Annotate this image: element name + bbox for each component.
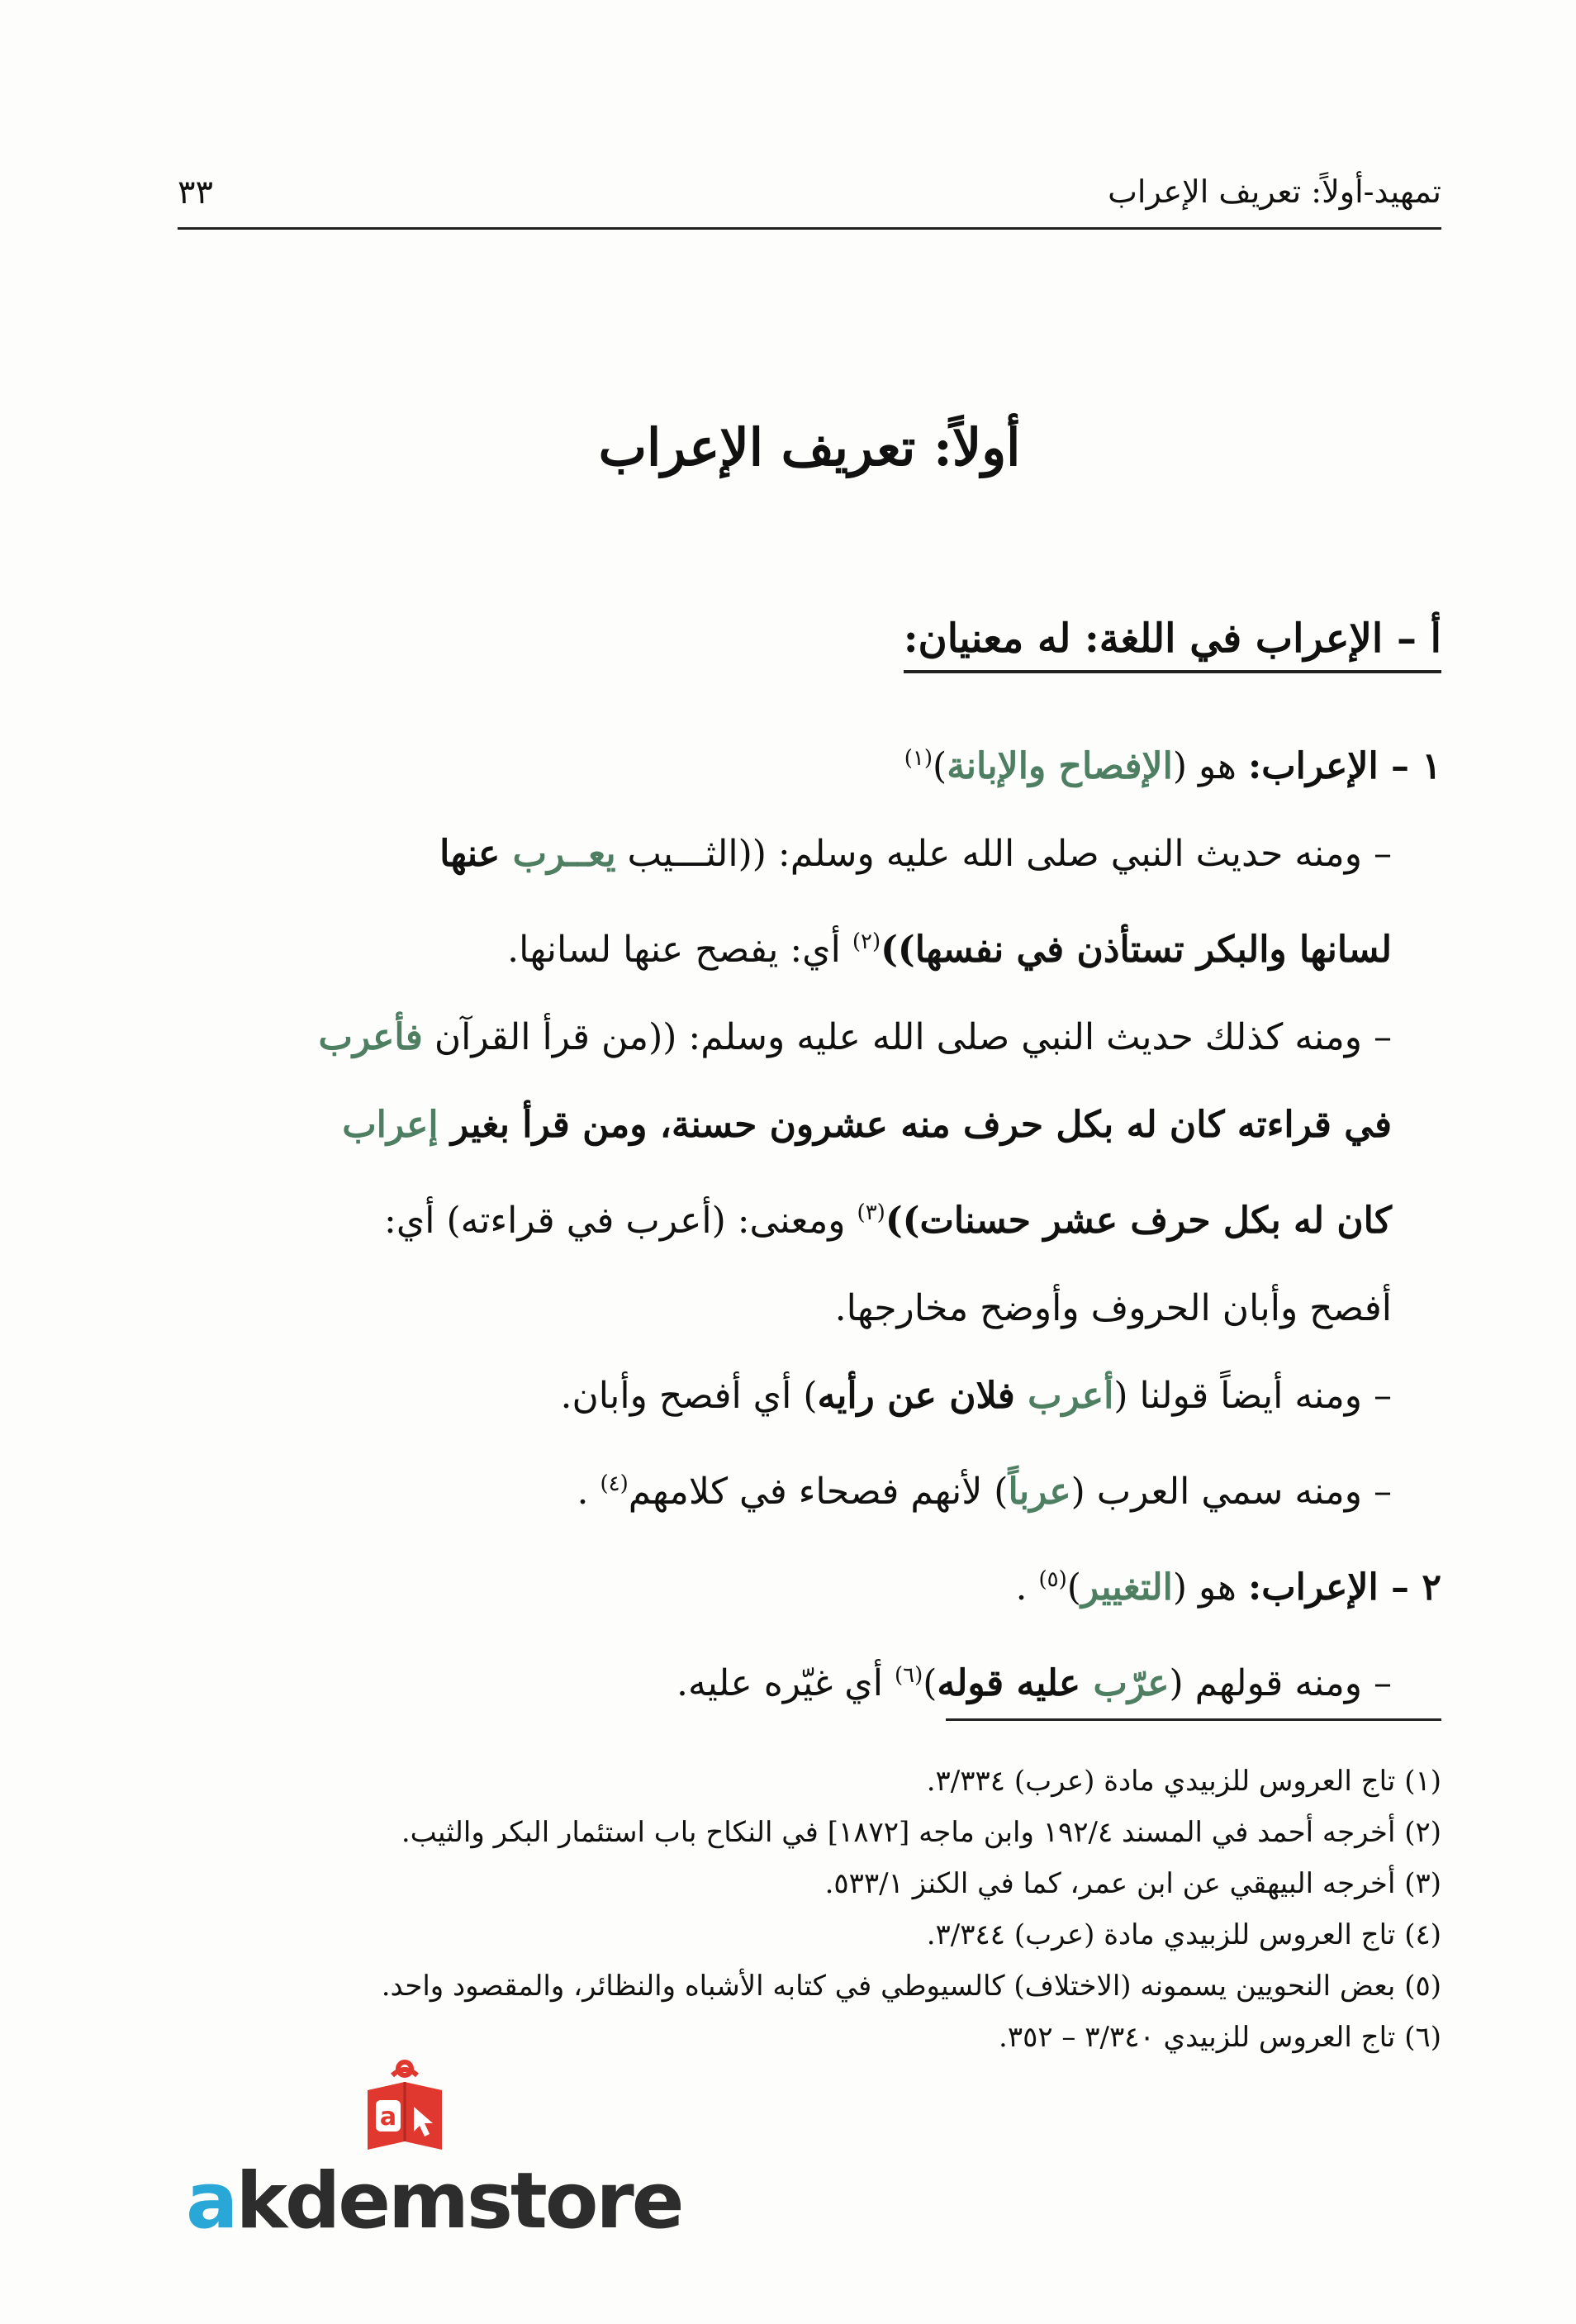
main-text: [178, 615, 1441, 1728]
hadith-2-bold-end: كان له بكل حرف عشر حسنات)): [885, 1200, 1392, 1242]
footnotes: [178, 1756, 1441, 2063]
hadith-2-line-2: [178, 1081, 1441, 1169]
example-1: [178, 1352, 1441, 1440]
footnote-ref: (٥): [1038, 1567, 1067, 1592]
store-watermark: [186, 2057, 682, 2247]
example-3-start: – ومنه قولهم (: [1169, 1662, 1392, 1704]
hadith-1-accent: يعــرب: [512, 833, 616, 875]
hadith-1-tail: أي: يفصح عنها لسانها.: [507, 929, 852, 971]
example-1-end: ) أي أفصح وأبان.: [560, 1375, 818, 1417]
meaning-2-close: ): [1066, 1566, 1081, 1609]
meaning-2-text: هو (: [1172, 1566, 1237, 1609]
footnote-4: (٤) تاج العروس للزبيدي مادة (عرب) ٣/٣٤٤.: [926, 1918, 1441, 1951]
meaning-1-close: ): [933, 745, 947, 787]
example-3-close: ): [923, 1662, 938, 1704]
footnote-ref: (٦): [894, 1663, 923, 1688]
store-name-a: a: [186, 2156, 236, 2246]
hadith-2-text: – ومنه كذلك حديث النبي صلى الله عليه وسلم: ((من قرأ القرآن: [422, 1016, 1392, 1058]
example-2-accent: عرباً: [1008, 1471, 1071, 1513]
meaning-2-tail: .: [1015, 1566, 1039, 1609]
example-1-start: – ومنه أيضاً قولنا (: [1113, 1375, 1392, 1417]
hadith-2-line-4: أفصح وأبان الحروف وأوضح مخارجها.: [834, 1287, 1392, 1329]
example-3: [178, 1632, 1441, 1728]
example-1-accent: أعرب: [1028, 1375, 1114, 1417]
book-page: [178, 0, 1441, 2324]
example-2-tail: .: [577, 1471, 600, 1513]
meaning-2-label: ٢ – الإعراب:: [1247, 1566, 1441, 1609]
hadith-1-line-1: [178, 810, 1441, 898]
example-2: [178, 1440, 1441, 1536]
footnote-6: (٦) تاج العروس للزبيدي ٣/٣٤٠ – ٣٥٢.: [999, 2021, 1441, 2054]
running-title: تمهيد-أولاً: تعريف الإعراب: [1108, 173, 1441, 210]
hadith-1-line-2: [178, 898, 1441, 994]
book-logo-icon: [359, 2057, 450, 2156]
sub-heading: [904, 615, 1441, 673]
svg-text:a: a: [379, 2103, 397, 2132]
footnote-ref: (٤): [600, 1471, 629, 1496]
example-2-end: ) لأنهم فصحاء في كلامهم: [628, 1471, 1009, 1513]
example-2-start: – ومنه سمي العرب (: [1070, 1471, 1392, 1513]
hadith-2-line-3: [178, 1169, 1441, 1265]
footnote-ref: (٣): [857, 1200, 885, 1225]
page-number: ٣٣: [178, 173, 213, 211]
sub-heading-prefix: أ – الإعراب في اللغة:: [1085, 615, 1441, 662]
sub-heading-rest: له معنيان:: [903, 615, 1071, 662]
example-1-bold: فلان عن رأيه: [817, 1375, 1028, 1417]
sub-heading-row: [178, 615, 1441, 715]
footnote-2: (٢) أخرجه أحمد في المسند ١٩٢/٤ وابن ماجه [١٨٧٢] في النكاح باب استئمار البكر والثيب.: [401, 1816, 1441, 1849]
hadith-2-tail: ومعنى: (أعرب في قراءته) أي:: [384, 1200, 857, 1242]
meaning-2-term: التغيير: [1080, 1566, 1173, 1609]
footnote-rule: [946, 1718, 1441, 1721]
example-3-accent: عرّب: [1093, 1662, 1170, 1704]
footnote-ref: (٢): [852, 929, 881, 954]
footnote-5: (٥) بعض النحويين يسمونه (الاختلاف) كالسيوطي في كتابه الأشباه والنظائر، والمقصود واحد.: [381, 1970, 1441, 2003]
hadith-1-text: – ومنه حديث النبي صلى الله عليه وسلم: ((الثـــيب: [615, 833, 1392, 875]
hadith-2-bold: في قراءته كان له بكل حرف منه عشرون حسنة، ومن قرأ بغير: [438, 1104, 1392, 1146]
hadith-1-bold: لسانها والبكر تستأذن في نفسها)): [881, 929, 1392, 971]
page-header: [178, 165, 1441, 223]
meaning-1-term: الإفصاح والإبانة: [947, 745, 1173, 787]
hadith-2-line-1: [178, 994, 1441, 1081]
meaning-1-text: هو (: [1172, 745, 1237, 787]
header-rule: [178, 227, 1441, 230]
example-3-end: أي غيّره عليه.: [676, 1662, 895, 1704]
footnote-ref: (١): [904, 746, 933, 771]
footnote-3: (٣) أخرجه البيهقي عن ابن عمر، كما في الكنز ٥٣٣/١.: [824, 1867, 1441, 1900]
hadith-2-accent-2: إعراب: [342, 1104, 439, 1146]
meaning-2: [178, 1536, 1441, 1632]
footnote-1: (١) تاج العروس للزبيدي مادة (عرب) ٣/٣٣٤.: [926, 1765, 1441, 1798]
example-3-bold: عليه قوله: [937, 1662, 1094, 1704]
section-title: أولاً: تعريف الإعراب: [598, 417, 1021, 478]
hadith-2-accent-1: فأعرب: [318, 1016, 423, 1058]
store-name-rest: kdemstore: [235, 2156, 682, 2246]
hadith-1-end: عنها: [439, 833, 513, 875]
meaning-1-label: ١ – الإعراب:: [1247, 745, 1441, 787]
store-name: [186, 2156, 682, 2246]
meaning-1: [178, 715, 1441, 810]
